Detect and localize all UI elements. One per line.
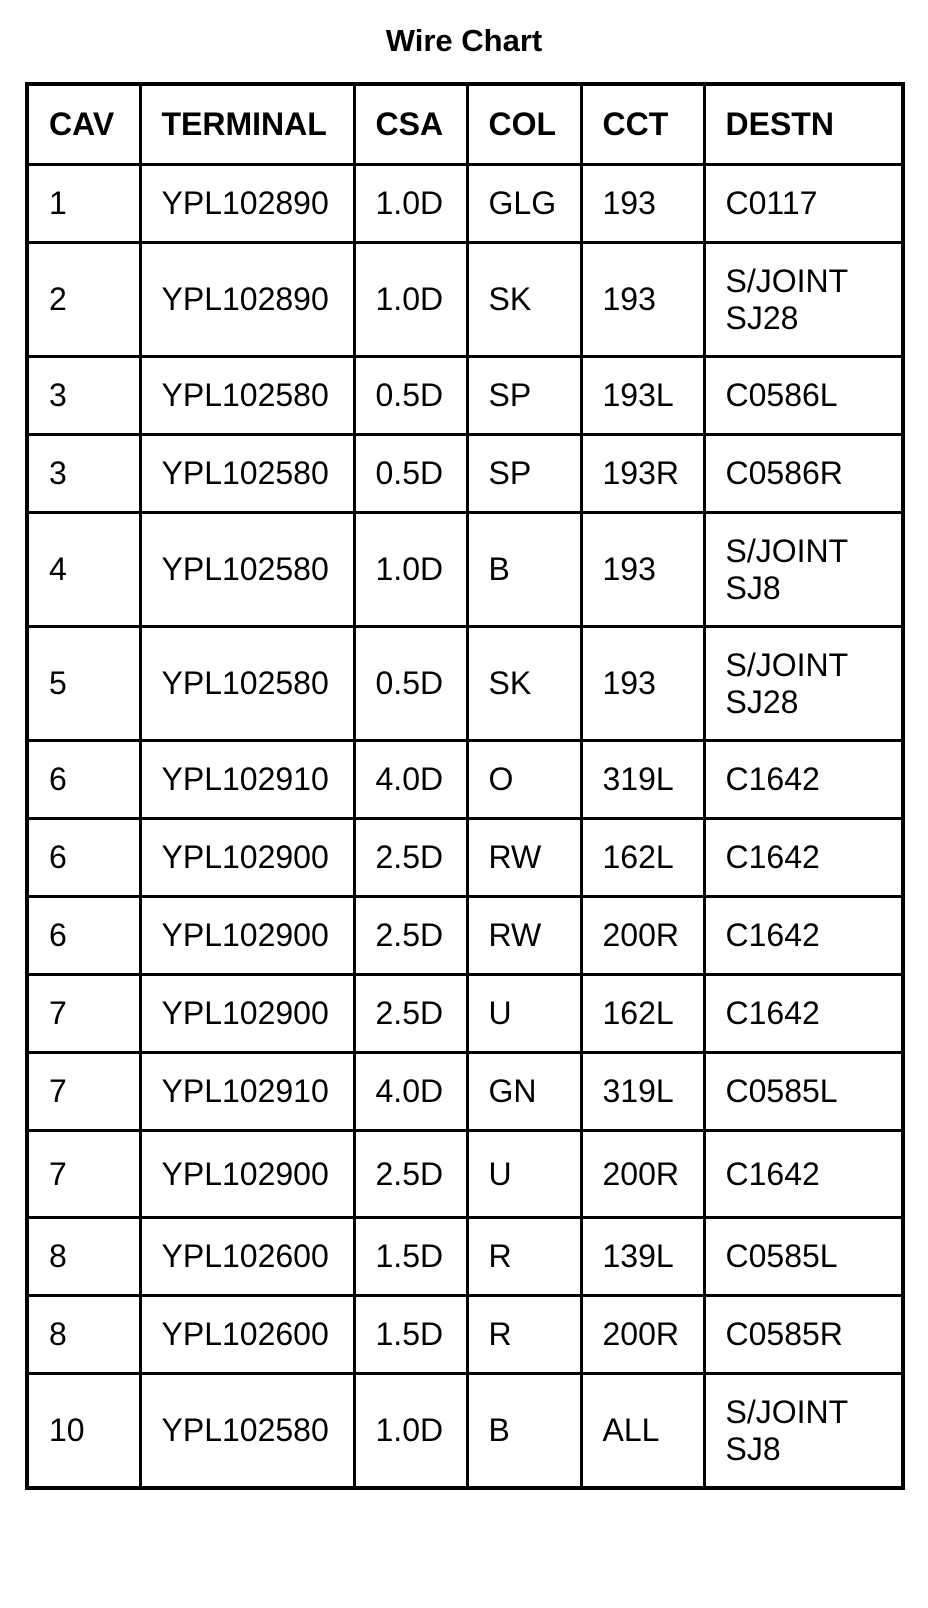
table-row	[27, 975, 903, 1053]
cell-csa: 2.5D	[354, 975, 467, 1053]
cell-cct: 193	[581, 513, 704, 627]
cell-destn	[704, 513, 903, 627]
header-row	[27, 84, 903, 165]
table-body	[27, 165, 903, 1489]
header-cav: CAV	[27, 84, 140, 165]
cell-csa: 0.5D	[354, 435, 467, 513]
table-row	[27, 627, 903, 741]
cell-cav: 4	[27, 513, 140, 627]
cell-terminal: YPL102600	[140, 1296, 354, 1374]
cell-col: B	[467, 513, 581, 627]
cell-cav: 6	[27, 897, 140, 975]
cell-cct: 162L	[581, 975, 704, 1053]
header-csa: CSA	[354, 84, 467, 165]
destn-line: S/JOINT	[725, 262, 849, 299]
table-row	[27, 435, 903, 513]
cell-terminal: YPL102580	[140, 627, 354, 741]
cell-cct: 193	[581, 165, 704, 243]
cell-col: R	[467, 1218, 581, 1296]
destn-line: S/JOINT	[725, 646, 849, 683]
cell-destn	[704, 627, 903, 741]
cell-cav: 5	[27, 627, 140, 741]
cell-csa: 1.0D	[354, 243, 467, 357]
cell-cav: 7	[27, 1053, 140, 1131]
cell-cct: 162L	[581, 819, 704, 897]
cell-destn	[704, 975, 903, 1053]
cell-col: SP	[467, 435, 581, 513]
cell-csa: 4.0D	[354, 741, 467, 819]
cell-col: SK	[467, 627, 581, 741]
cell-cct: 200R	[581, 897, 704, 975]
table-row	[27, 897, 903, 975]
cell-cct: 139L	[581, 1218, 704, 1296]
cell-terminal: YPL102910	[140, 1053, 354, 1131]
cell-col: RW	[467, 819, 581, 897]
cell-col: U	[467, 1131, 581, 1218]
destn-line: C0585L	[725, 1073, 838, 1109]
cell-terminal: YPL102600	[140, 1218, 354, 1296]
header-col: COL	[467, 84, 581, 165]
cell-terminal: YPL102580	[140, 435, 354, 513]
cell-csa: 1.0D	[354, 165, 467, 243]
cell-terminal: YPL102910	[140, 741, 354, 819]
cell-cct: 193	[581, 627, 704, 741]
cell-destn	[704, 1296, 903, 1374]
destn-line: C1642	[725, 839, 820, 875]
cell-col: SP	[467, 357, 581, 435]
cell-cct: ALL	[581, 1374, 704, 1489]
cell-cav: 3	[27, 435, 140, 513]
cell-cav: 7	[27, 1131, 140, 1218]
destn-line: SJ8	[725, 1430, 781, 1467]
destn-line: C1642	[725, 761, 820, 797]
cell-col: U	[467, 975, 581, 1053]
destn-line: C0585R	[725, 1316, 843, 1352]
cell-col: GLG	[467, 165, 581, 243]
cell-csa: 0.5D	[354, 627, 467, 741]
cell-cav: 1	[27, 165, 140, 243]
destn-line: C1642	[725, 1155, 820, 1192]
cell-csa: 2.5D	[354, 897, 467, 975]
cell-terminal: YPL102580	[140, 513, 354, 627]
cell-col: RW	[467, 897, 581, 975]
cell-cav: 6	[27, 819, 140, 897]
cell-terminal: YPL102900	[140, 975, 354, 1053]
cell-destn	[704, 1218, 903, 1296]
cell-terminal: YPL102900	[140, 819, 354, 897]
cell-csa: 0.5D	[354, 357, 467, 435]
cell-destn	[704, 1374, 903, 1489]
destn-line: SJ8	[725, 569, 781, 606]
cell-destn	[704, 1053, 903, 1131]
table-row	[27, 1374, 903, 1489]
cell-terminal: YPL102900	[140, 897, 354, 975]
cell-cct: 200R	[581, 1296, 704, 1374]
cell-destn	[704, 243, 903, 357]
cell-destn	[704, 897, 903, 975]
cell-csa: 1.0D	[354, 513, 467, 627]
cell-csa: 1.0D	[354, 1374, 467, 1489]
cell-cct: 200R	[581, 1131, 704, 1218]
cell-cav: 8	[27, 1218, 140, 1296]
table-row	[27, 357, 903, 435]
cell-cav: 2	[27, 243, 140, 357]
table-row	[27, 1053, 903, 1131]
wire-chart-table	[25, 82, 905, 1490]
cell-cct: 319L	[581, 1053, 704, 1131]
cell-destn	[704, 741, 903, 819]
cell-col: R	[467, 1296, 581, 1374]
cell-cct: 193L	[581, 357, 704, 435]
cell-csa: 2.5D	[354, 1131, 467, 1218]
cell-cct: 193R	[581, 435, 704, 513]
destn-line: SJ28	[725, 683, 799, 720]
destn-line: C0586L	[725, 377, 838, 413]
cell-csa: 1.5D	[354, 1218, 467, 1296]
cell-cav: 7	[27, 975, 140, 1053]
table-row	[27, 741, 903, 819]
destn-line: C0585L	[725, 1238, 838, 1274]
table-header	[27, 84, 903, 165]
table-row	[27, 1218, 903, 1296]
destn-line: S/JOINT	[725, 1393, 849, 1430]
cell-col: B	[467, 1374, 581, 1489]
cell-col: GN	[467, 1053, 581, 1131]
header-cct: CCT	[581, 84, 704, 165]
table-row	[27, 513, 903, 627]
table-row	[27, 165, 903, 243]
destn-line: SJ28	[725, 299, 799, 336]
cell-terminal: YPL102580	[140, 357, 354, 435]
cell-cct: 319L	[581, 741, 704, 819]
cell-destn	[704, 165, 903, 243]
cell-csa: 4.0D	[354, 1053, 467, 1131]
header-destn: DESTN	[704, 84, 903, 165]
cell-terminal: YPL102580	[140, 1374, 354, 1489]
cell-cav: 8	[27, 1296, 140, 1374]
cell-terminal: YPL102890	[140, 165, 354, 243]
cell-cct: 193	[581, 243, 704, 357]
destn-line: C1642	[725, 917, 820, 953]
table-row	[27, 819, 903, 897]
cell-destn	[704, 819, 903, 897]
cell-cav: 6	[27, 741, 140, 819]
destn-line: S/JOINT	[725, 532, 849, 569]
cell-cav: 3	[27, 357, 140, 435]
cell-csa: 2.5D	[354, 819, 467, 897]
cell-destn	[704, 1131, 903, 1218]
cell-terminal: YPL102900	[140, 1131, 354, 1218]
chart-title: Wire Chart	[385, 23, 543, 58]
cell-cav: 10	[27, 1374, 140, 1489]
cell-destn	[704, 435, 903, 513]
cell-destn	[704, 357, 903, 435]
header-terminal: TERMINAL	[140, 84, 354, 165]
table-row	[27, 243, 903, 357]
cell-csa: 1.5D	[354, 1296, 467, 1374]
destn-line: C0586R	[725, 455, 843, 491]
cell-col: O	[467, 741, 581, 819]
destn-line: C1642	[725, 995, 820, 1031]
table-row	[27, 1131, 903, 1218]
cell-terminal: YPL102890	[140, 243, 354, 357]
cell-col: SK	[467, 243, 581, 357]
destn-line: C0117	[725, 185, 818, 221]
table-row	[27, 1296, 903, 1374]
